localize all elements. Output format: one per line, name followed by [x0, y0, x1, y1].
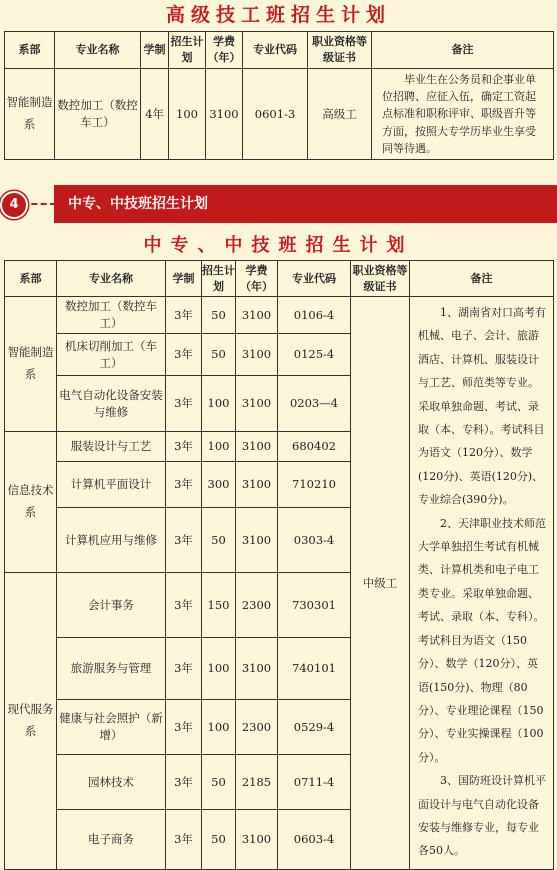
cell-fee: 2300	[236, 573, 278, 638]
cell-years: 4年	[141, 69, 169, 160]
cell-years: 3年	[166, 376, 202, 432]
cell-major: 健康与社会照护（新增）	[57, 700, 166, 755]
cell-years: 3年	[166, 334, 202, 376]
cell-plan: 300	[202, 462, 236, 508]
cell-major: 机床切削加工（车工）	[57, 334, 166, 376]
cell-plan: 100	[169, 69, 206, 160]
cell-plan: 100	[202, 432, 236, 462]
cell-plan: 50	[202, 810, 236, 870]
cell-years: 3年	[166, 638, 202, 700]
cell-code: 0203—4	[278, 376, 351, 432]
cell-plan: 100	[202, 638, 236, 700]
cell-major: 服装设计与工艺	[57, 432, 166, 462]
cell-code: 730301	[278, 573, 351, 638]
cell-fee: 3100	[236, 810, 278, 870]
cell-code: 0303-4	[278, 508, 351, 573]
cell-code: 0711-4	[278, 755, 351, 810]
header-code: 专业代码	[243, 32, 308, 69]
cell-code: 0106-4	[278, 297, 351, 334]
cell-dept: 智能制造系	[5, 69, 55, 160]
cell-code: 680402	[278, 432, 351, 462]
header-note: 备注	[410, 261, 554, 297]
section1-title: 高级技工班招生计划	[165, 4, 391, 26]
note-item: 1、湖南省对口高考有机械、电子、会计、旅游酒店、计算机、服装设计与工艺、师范类等专业。采取单独命题、考试、录取（本、专科）。考试科目为语文（120分）、数学(120分)、英语(120分)、专业综合(390分)。	[418, 306, 546, 507]
section2-title: 中专、中技班招生计划	[143, 235, 414, 256]
cell-major: 计算机应用与维修	[57, 508, 166, 573]
header-years: 学制	[166, 261, 202, 297]
cell-major: 旅游服务与管理	[57, 638, 166, 700]
header-major: 专业名称	[57, 261, 166, 297]
cell-dept-intelligent-manufacturing: 智能制造系	[5, 297, 57, 432]
cell-fee: 2300	[236, 700, 278, 755]
cell-fee: 3100	[236, 376, 278, 432]
header-fee: 学费（年）	[206, 32, 243, 69]
cell-cert: 中级工	[351, 297, 410, 870]
cell-major: 电子商务	[57, 810, 166, 870]
cell-major: 数控加工（数控车工）	[55, 69, 141, 160]
senior-class-plan-table	[4, 31, 554, 160]
cell-years: 3年	[166, 810, 202, 870]
cell-years: 3年	[166, 700, 202, 755]
banner-text: 中专、中技班招生计划	[68, 196, 208, 212]
cell-code: 0603-4	[278, 810, 351, 870]
section-banner	[0, 183, 557, 228]
header-plan: 招生计划	[169, 32, 206, 69]
table-header-row	[5, 32, 554, 69]
table-header-row	[5, 261, 554, 297]
header-cert: 职业资格等级证书	[351, 261, 410, 297]
header-code: 专业代码	[278, 261, 351, 297]
cell-fee: 3100	[206, 69, 243, 160]
cell-years: 3年	[166, 573, 202, 638]
table-row	[5, 69, 554, 160]
cell-major: 园林技术	[57, 755, 166, 810]
banner-number-badge: 4	[0, 191, 28, 219]
cell-plan: 50	[202, 755, 236, 810]
cell-plan: 50	[202, 334, 236, 376]
cell-code: 0601-3	[243, 69, 308, 160]
cell-years: 3年	[166, 297, 202, 334]
cell-plan: 50	[202, 297, 236, 334]
cell-dept-modern-services: 现代服务系	[5, 573, 57, 870]
cell-years: 3年	[166, 432, 202, 462]
banner-bar	[54, 185, 557, 223]
cell-notes	[410, 297, 554, 870]
cell-cert: 高级工	[308, 69, 372, 160]
header-dept: 系部	[5, 261, 57, 297]
cell-dept-information-technology: 信息技术系	[5, 432, 57, 573]
cell-major: 电气自动化设备安装与维修	[57, 376, 166, 432]
cell-fee: 3100	[236, 297, 278, 334]
note-item: 3、国防班设计算机平面设计与电气自动化设备安装与维修专业，每专业各50人。	[418, 774, 546, 858]
cell-note: 毕业生在公务员和企事业单位招聘、应征入伍，确定工资起点标准和职称评审、职级晋升等方面，按照大专学历毕业生享受同等待遇。	[372, 69, 554, 160]
cell-fee: 3100	[236, 462, 278, 508]
secondary-class-plan-table	[4, 260, 554, 870]
cell-major: 会计事务	[57, 573, 166, 638]
cell-code: 710210	[278, 462, 351, 508]
header-cert: 职业资格等级证书	[308, 32, 372, 69]
cell-plan: 100	[202, 700, 236, 755]
cell-major: 数控加工（数控车工）	[57, 297, 166, 334]
cell-fee: 3100	[236, 508, 278, 573]
cell-code: 740101	[278, 638, 351, 700]
cell-code: 0529-4	[278, 700, 351, 755]
cell-years: 3年	[166, 508, 202, 573]
header-plan: 招生计划	[202, 261, 236, 297]
cell-plan: 150	[202, 573, 236, 638]
cell-fee: 2185	[236, 755, 278, 810]
header-years: 学制	[141, 32, 169, 69]
cell-plan: 50	[202, 508, 236, 573]
note-item: 2、天津职业技术师范大学单独招生考试有机械类、计算机类和电子电工类专业。采取单独命题、考试、录取（本、专科）。考试科目为语文（150分）、数学（120分）、英语(150分)、物理（80分）、专业理论课程（150分）、专业实操课程（100分）。	[418, 516, 546, 764]
header-major: 专业名称	[55, 32, 141, 69]
cell-major: 计算机平面设计	[57, 462, 166, 508]
cell-fee: 3100	[236, 638, 278, 700]
header-dept: 系部	[5, 32, 55, 69]
cell-fee: 3100	[236, 334, 278, 376]
cell-code: 0125-4	[278, 334, 351, 376]
header-note: 备注	[372, 32, 554, 69]
header-fee: 学费（年）	[236, 261, 278, 297]
table-row	[5, 297, 554, 334]
cell-years: 3年	[166, 462, 202, 508]
cell-plan: 100	[202, 376, 236, 432]
cell-fee: 3100	[236, 432, 278, 462]
cell-years: 3年	[166, 755, 202, 810]
